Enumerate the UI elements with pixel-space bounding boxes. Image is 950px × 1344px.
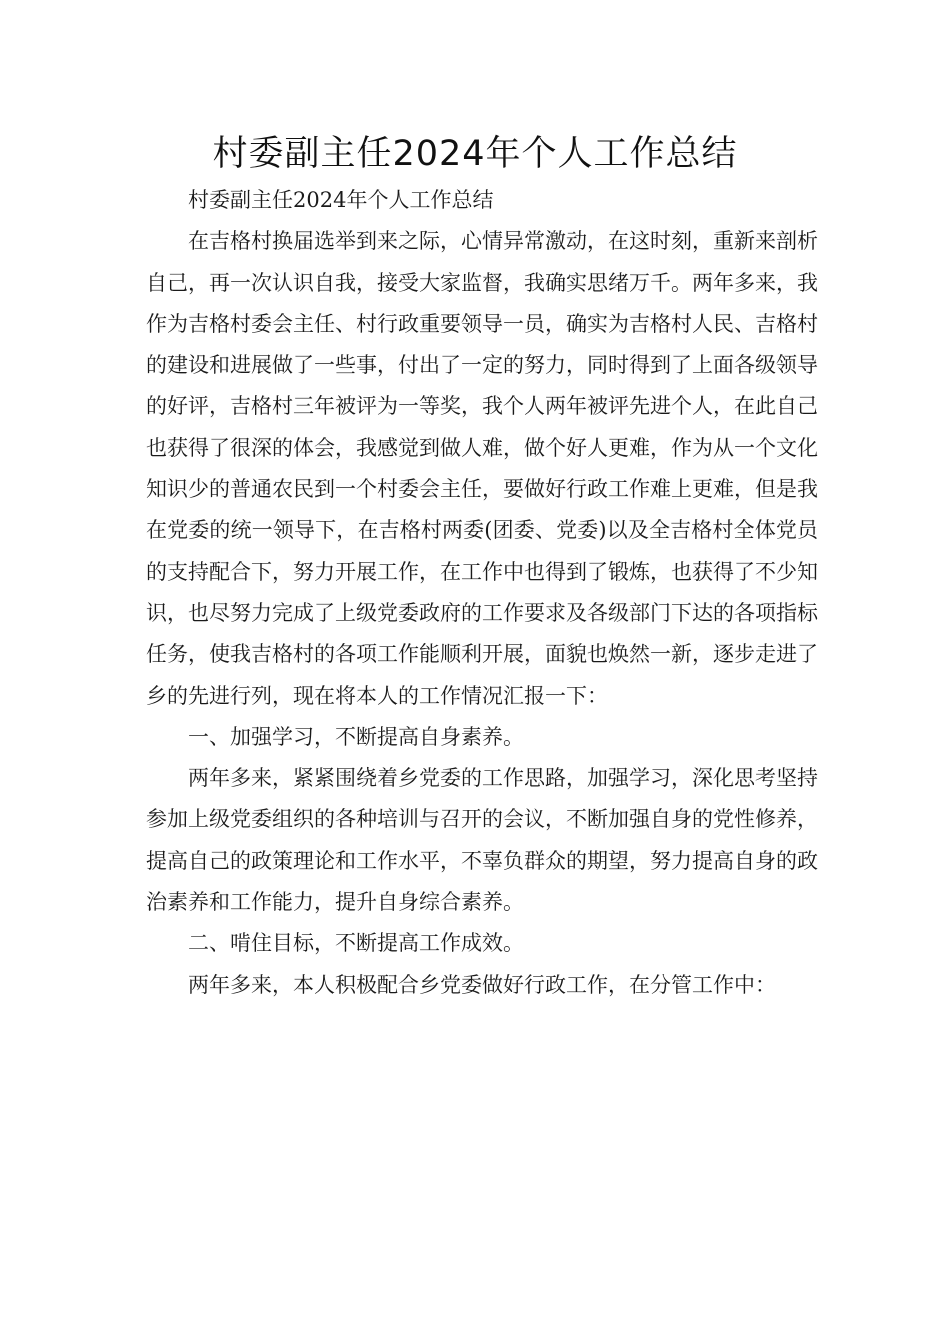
document-body — [146, 180, 818, 1006]
document-title: 村委副主任2024年个人工作总结 — [212, 134, 738, 174]
section-heading-2: 二、啃住目标，不断提高工作成效。 — [188, 931, 524, 956]
subtitle-paragraph: 村委副主任2024年个人工作总结 — [188, 188, 494, 212]
section-2-paragraph: 两年多来，本人积极配合乡党委做好行政工作，在分管工作中： — [188, 972, 776, 997]
section-1-paragraph: 两年多来，紧紧围绕着乡党委的工作思路，加强学习，深化思考坚持参加上级党委组织的各种培训与召开的会议，不断加强自身的党性修养，提高自己的政策理论和工作水平，不辜负群众的期望，努力提高自身的政治素养和工作能力，提升自身综合素养。 — [146, 766, 818, 915]
intro-paragraph: 在吉格村换届选举到来之际，心情异常激动，在这时刻，重新来剖析自己，再一次认识自我，接受大家监督，我确实思绪万千。两年多来，我作为吉格村委会主任、村行政重要领导一员，确实为吉格村人民、吉格村的建设和进展做了一些事，付出了一定的努力，同时得到了上面各级领导的好评，吉格村三年被评为一等奖，我个人两年被评先进个人，在此自己也获得了很深的体会，我感觉到做人难，做个好人更难，作为从一个文化知识少的普通农民到一个村委会主任，要做好行政工作难上更难，但是我在党委的统一领导下，在吉格村两委(团委、党委)以及全吉格村全体党员的支持配合下，努力开展工作，在工作中也得到了锻炼，也获得了不少知识，也尽努力完成了上级党委政府的工作要求及各级部门下达的各项指标任务，使我吉格村的各项工作能顺利开展，面貌也焕然一新，逐步走进了乡的先进行列，现在将本人的工作情况汇报一下： — [146, 229, 818, 708]
section-heading-1: 一、加强学习，不断提高自身素养。 — [188, 724, 524, 749]
